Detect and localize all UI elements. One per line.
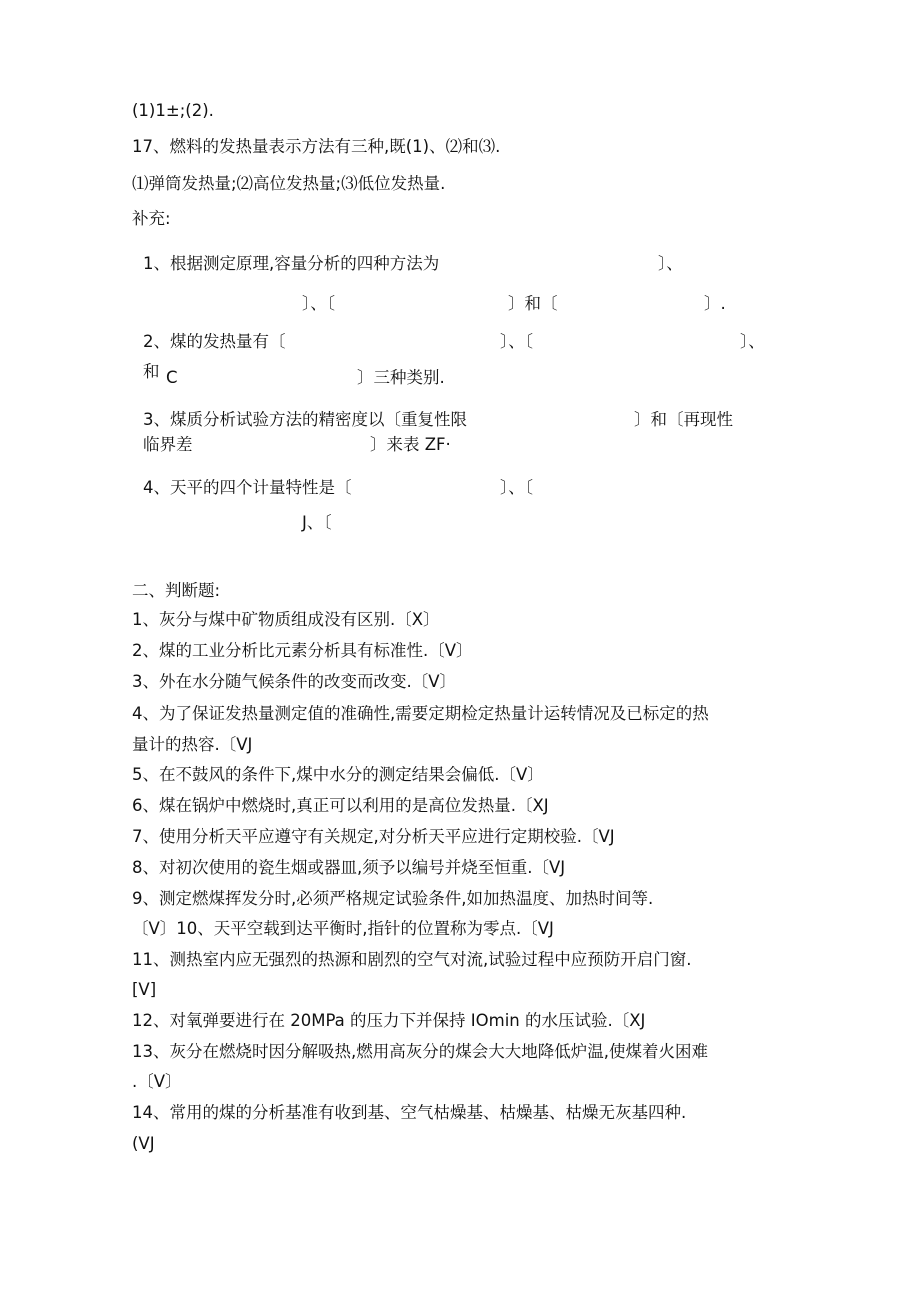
supp-q1-text: 1、根据测定原理,容量分析的四种方法为	[143, 254, 440, 273]
judgement-line: (VJ	[132, 1134, 155, 1153]
supp-q4-b: 〕、〔	[500, 478, 533, 497]
judgement-line: .〔V〕	[132, 1072, 182, 1091]
judgement-line: 4、为了保证发热量测定值的准确性,需要定期检定热量计运转情况及已标定的热	[132, 704, 709, 723]
supp-q2-text: 2、煤的发热量有〔	[143, 332, 286, 351]
judgement-line: 5、在不鼓风的条件下,煤中水分的测定结果会偏低.〔V〕	[132, 765, 544, 784]
supp-q1-blank-c: 〕.	[704, 294, 726, 313]
supp-q1-blank-a: 〕、〔	[302, 294, 335, 313]
judgement-line: [V]	[132, 980, 157, 999]
judgement-line: 11、测热室内应无强烈的热源和剧烈的空气对流,试验过程中应预防开启门窗.	[132, 950, 692, 969]
supp-q2-blank-c: 〕、	[740, 332, 765, 351]
judgement-line: 9、测定燃煤挥发分时,必须严格规定试验条件,如加热温度、加热时间等.	[132, 889, 654, 908]
supp-q3-text: 3、煤质分析试验方法的精密度以〔重复性限	[143, 410, 467, 429]
supp-q2-c: C	[166, 368, 178, 387]
supp-q4-line2: J、〔	[302, 513, 332, 532]
judgement-line: 12、对氧弹要进行在 20MPa 的压力下并保持 IOmin 的水压试验.〔XJ	[132, 1011, 646, 1030]
judgement-line: 3、外在水分随气候条件的改变而改变.〔V〕	[132, 672, 457, 691]
supp-q3-line2-b: 〕来表 ZF·	[370, 435, 451, 454]
judgement-line: 2、煤的工业分析比元素分析具有标准性.〔V〕	[132, 641, 473, 660]
answer-17: ⑴弹筒发热量;⑵高位发热量;⑶低位发热量.	[132, 174, 446, 193]
supplement-heading: 补充:	[132, 209, 171, 228]
judgement-line: 〔V〕10、天平空载到达平衡时,指针的位置称为零点.〔VJ	[132, 919, 554, 938]
judgement-line: 8、对初次使用的瓷生烟或器皿,须予以编号并烧至恒重.〔VJ	[132, 858, 566, 877]
supp-q2-and: 和	[143, 362, 160, 381]
supp-q4-text: 4、天平的四个计量特性是〔	[143, 478, 352, 497]
judgement-line: 7、使用分析天平应遵守有关规定,对分析天平应进行定期校验.〔VJ	[132, 827, 615, 846]
supp-q1-blank-b: 〕和〔	[508, 294, 558, 313]
supp-q1-close: 〕、	[658, 254, 683, 273]
supp-q3-b: 〕和〔再现性	[634, 410, 733, 429]
supp-q3-line2-a: 临界差	[143, 435, 193, 454]
supp-q2-blank-b: 〕、〔	[500, 332, 533, 351]
answer-16: (1)1±;(2).	[132, 101, 214, 120]
judgement-heading: 二、判断题:	[132, 581, 221, 600]
supp-q2-end: 〕三种类别.	[357, 368, 445, 387]
judgement-line: 14、常用的煤的分析基准有收到基、空气枯燥基、枯燥基、枯燥无灰基四种.	[132, 1103, 687, 1122]
judgement-line: 1、灰分与煤中矿物质组成没有区别.〔X〕	[132, 610, 440, 629]
question-17: 17、燃料的发热量表示方法有三种,既(1)、⑵和⑶.	[132, 137, 501, 156]
judgement-line: 13、灰分在燃烧时因分解吸热,燃用高灰分的煤会大大地降低炉温,使煤着火困难	[132, 1042, 708, 1061]
judgement-line: 6、煤在锅炉中燃烧时,真正可以利用的是高位发热量.〔XJ	[132, 796, 549, 815]
judgement-line: 量计的热容.〔VJ	[132, 735, 253, 754]
